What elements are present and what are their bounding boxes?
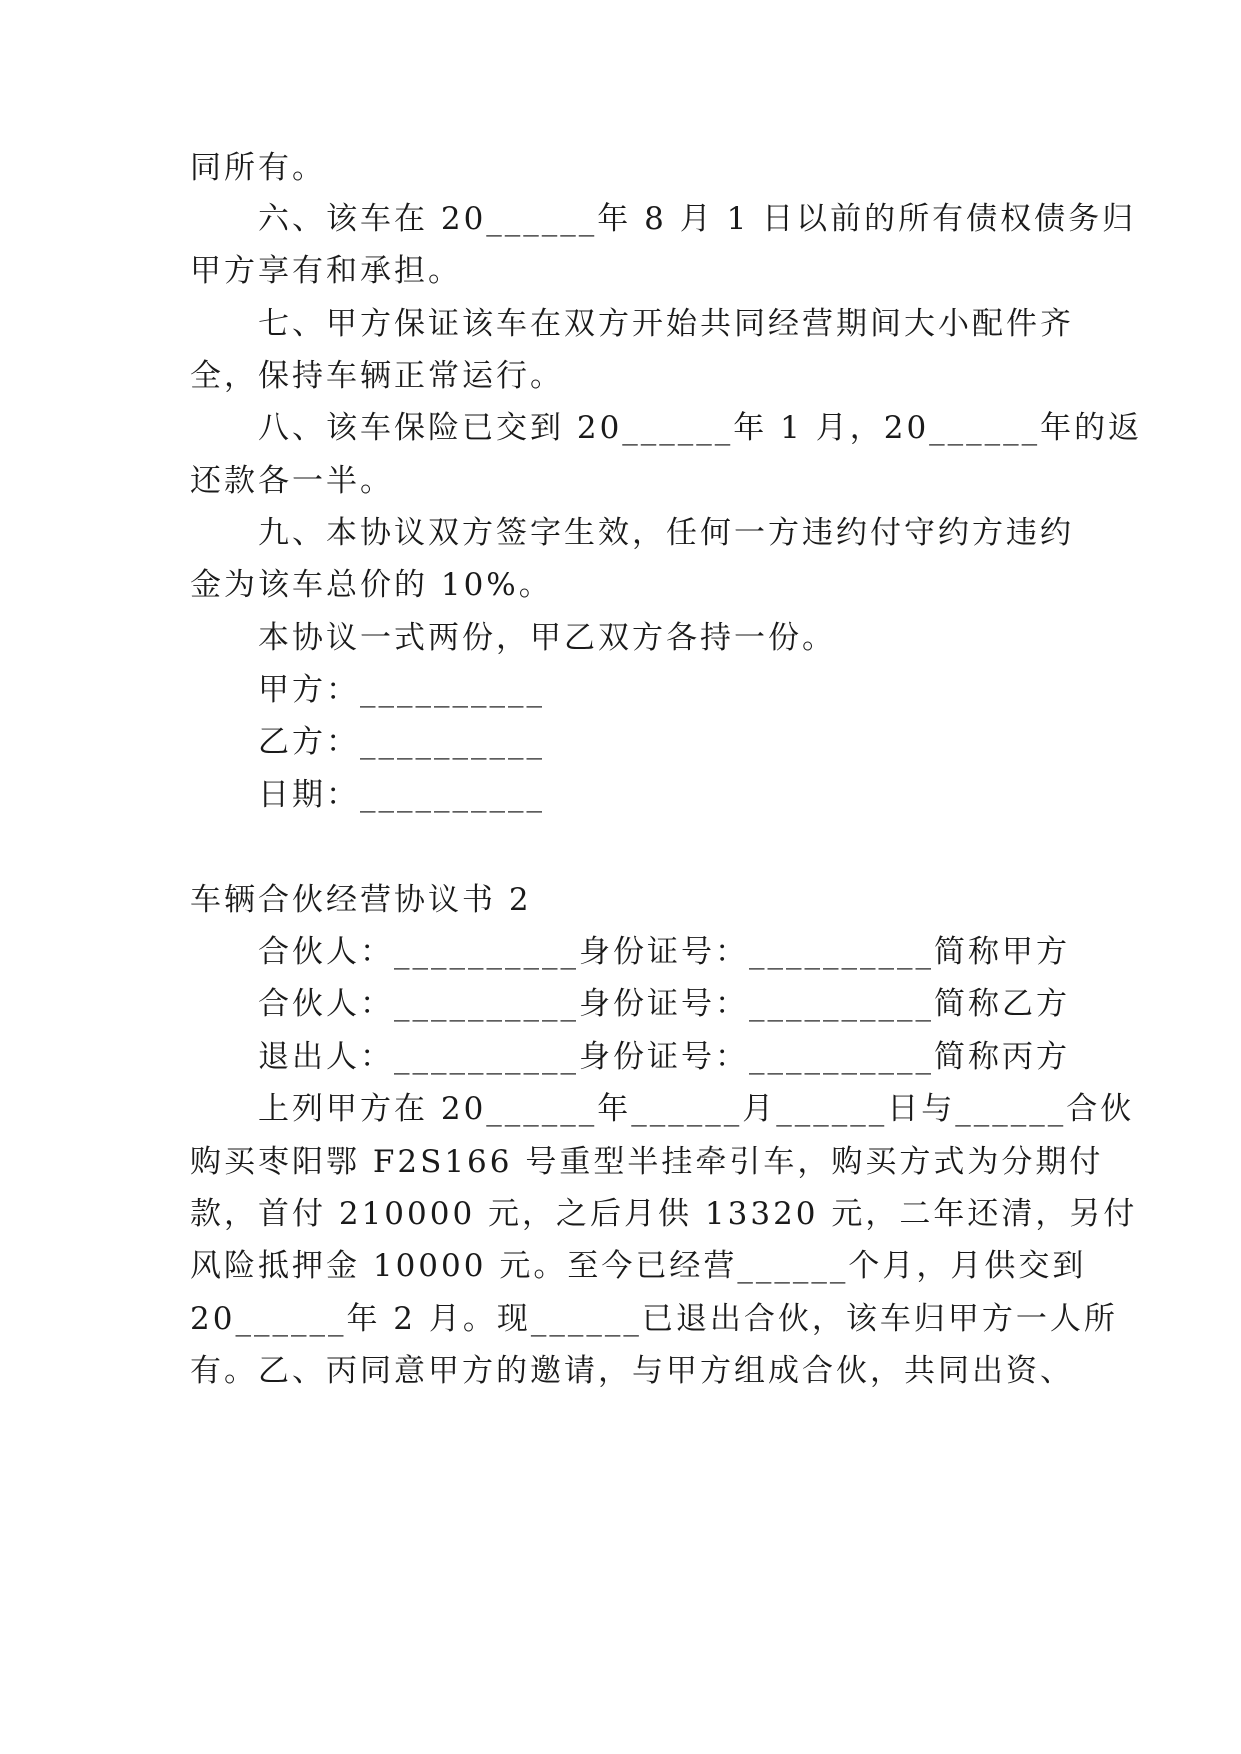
clause-9-line-2: 金为该车总价的 10%。 bbox=[190, 567, 553, 603]
signature-party-b: 乙方：__________ bbox=[258, 724, 545, 760]
body-line-2: 购买枣阳鄂 F2S166 号重型半挂牵引车，购买方式为分期付 bbox=[190, 1144, 1104, 1180]
body-line-5: 20______年 2 月。现______已退出合伙，该车归甲方一人所 bbox=[190, 1301, 1118, 1337]
body-line-6: 有。乙、丙同意甲方的邀请，与甲方组成合伙，共同出资、 bbox=[190, 1353, 1074, 1389]
body-line-4: 风险抵押金 10000 元。至今已经营______个月，月供交到 bbox=[190, 1248, 1087, 1284]
clause-7-line-2: 全，保持车辆正常运行。 bbox=[190, 358, 564, 394]
clause-6-line-2: 甲方享有和承担。 bbox=[190, 253, 462, 289]
paragraph-tail: 同所有。 bbox=[190, 150, 326, 186]
partner-2-line: 合伙人：__________身份证号：__________简称乙方 bbox=[258, 986, 1070, 1022]
partner-1-line: 合伙人：__________身份证号：__________简称甲方 bbox=[258, 934, 1070, 970]
clause-8-line-1: 八、该车保险已交到 20______年 1 月，20______年的返 bbox=[258, 410, 1143, 446]
copies-statement: 本协议一式两份，甲乙双方各持一份。 bbox=[258, 620, 836, 656]
body-line-1: 上列甲方在 20______年______月______日与______合伙 bbox=[258, 1091, 1135, 1127]
section-2-title: 车辆合伙经营协议书 2 bbox=[190, 882, 532, 918]
body-line-3: 款，首付 210000 元，之后月供 13320 元，二年还清，另付 bbox=[190, 1196, 1138, 1232]
signature-party-a: 甲方：__________ bbox=[258, 672, 545, 708]
clause-8-line-2: 还款各一半。 bbox=[190, 463, 394, 499]
clause-6-line-1: 六、该车在 20______年 8 月 1 日以前的所有债权债务归 bbox=[258, 201, 1137, 237]
clause-7-line-1: 七、甲方保证该车在双方开始共同经营期间大小配件齐 bbox=[258, 306, 1074, 342]
withdrawer-line: 退出人：__________身份证号：__________简称丙方 bbox=[258, 1039, 1070, 1075]
signature-date: 日期：__________ bbox=[258, 777, 545, 813]
clause-9-line-1: 九、本协议双方签字生效，任何一方违约付守约方违约 bbox=[258, 515, 1074, 551]
